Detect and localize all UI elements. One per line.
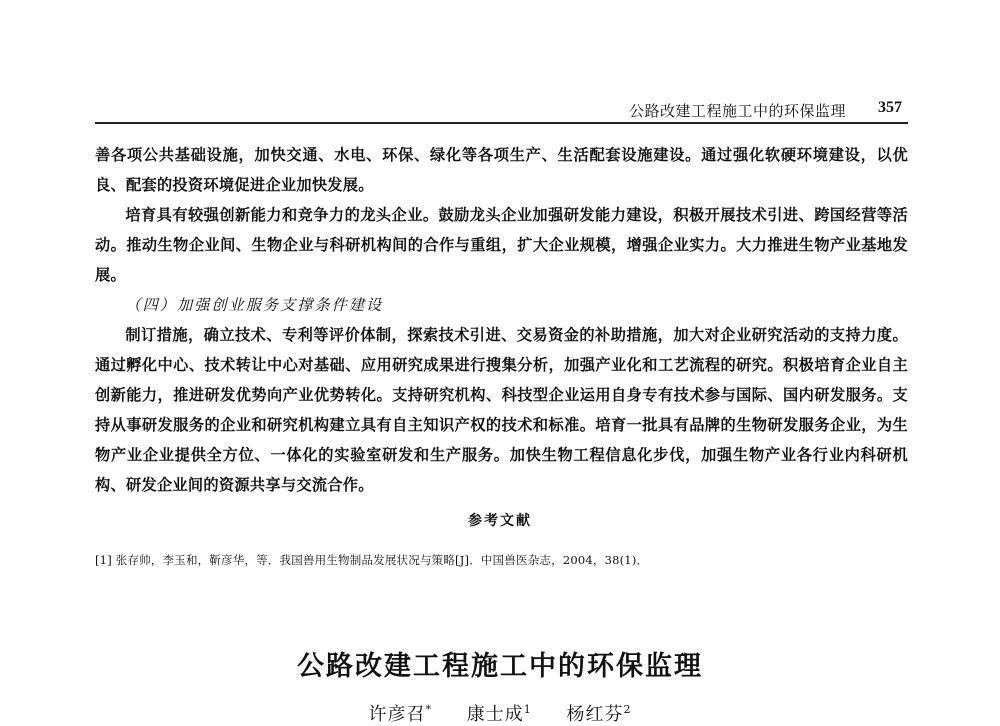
paragraph-1: 善各项公共基础设施，加快交通、水电、环保、绿化等各项生产、生活配套设施建设。通过强化软硬环境建设，以优良、配套的投资环境促进企业加快发展。 — [95, 146, 908, 194]
page-number: 357 — [878, 99, 902, 116]
section-heading: （四）加强创业服务支撑条件建设 — [125, 296, 384, 314]
article-title: 公路改建工程施工中的环保监理 — [297, 651, 703, 682]
paragraph-2: 培育具有较强创新能力和竞争力的龙头企业。鼓励龙头企业加强研发能力建设，积极开展技术引进、跨国经营等活动。推动生物企业间、生物企业与科研机构间的合作与重组，扩大企业规模，增强企业实力。大力推进生物产业基地发展。 — [95, 206, 908, 284]
paragraph-3: 制订措施，确立技术、专利等评价体制，探索技术引进、交易资金的补助措施，加大对企业研究活动的支持力度。通过孵化中心、技术转让中心对基础、应用研究成果进行搜集分析，加强产业化和工艺流程的研究。积极培育企业自主创新能力，推进研发优势向产业优势转化。支持研究机构、科技型企业运用自身专有技术参与国际、国内研发服务。支持从事研发服务的企业和研究机构建立具有自主知识产权的技术和标准。培育一批具有品牌的生物研发服务企业，为生物产业企业提供全方位、一体化的实验室研发和生产服务。加快生物工程信息化步伐，加强生物产业各行业内科研机构、研发企业间的资源共享与交流合作。 — [95, 326, 908, 494]
author-2-mark: 1 — [523, 703, 532, 716]
running-title: 公路改建工程施工中的环保监理 — [628, 102, 846, 120]
author-list — [0, 700, 1000, 726]
author-2-name: 康士成 — [466, 704, 524, 725]
author-3-mark: 2 — [623, 703, 632, 716]
author-3-name: 杨红芬 — [566, 704, 624, 725]
author-1-name: 许彦召 — [368, 704, 426, 725]
author-1-mark: * — [425, 703, 433, 716]
running-header — [95, 96, 908, 124]
reference-item-1: [1] 张存帅，李玉和，靳彦华，等．我国兽用生物制品发展状况与策略[J]．中国兽医杂志，2004，38(1)． — [95, 553, 649, 567]
references-heading: 参考文献 — [468, 513, 532, 529]
body-text — [95, 140, 908, 500]
